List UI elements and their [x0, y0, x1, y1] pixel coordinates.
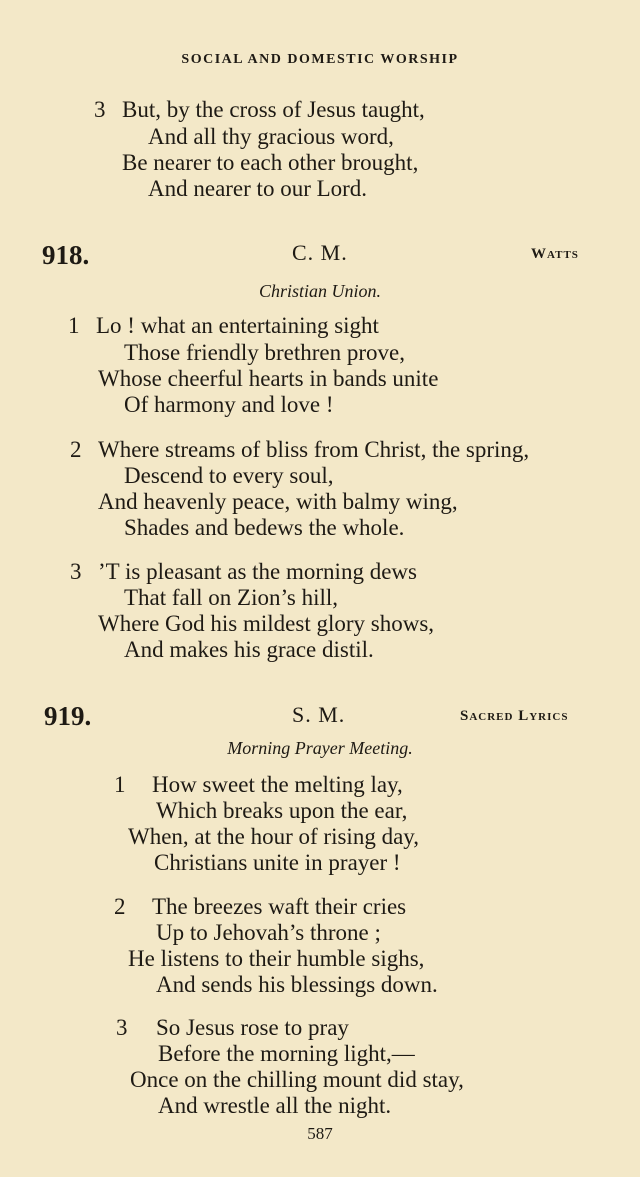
hymn-number: 919. — [44, 701, 92, 731]
stanza-line: Be nearer to each other brought, — [122, 150, 419, 175]
stanza-line: Lo ! what an entertaining sight — [96, 313, 379, 338]
stanza-line: Before the morning light,— — [158, 1041, 415, 1066]
hymn-author: Watts — [531, 246, 579, 262]
stanza-line: Shades and bedews the whole. — [124, 515, 405, 540]
stanza-line: Once on the chilling mount did stay, — [130, 1067, 464, 1092]
stanza-number: 3 — [116, 1015, 128, 1040]
stanza-line: Whose cheerful hearts in bands unite — [98, 366, 439, 391]
stanza-line: So Jesus rose to pray — [156, 1015, 349, 1040]
stanza-line: But, by the cross of Jesus taught, — [122, 97, 425, 122]
stanza-line: Where God his mildest glory shows, — [98, 611, 435, 636]
stanza-line: Of harmony and love ! — [124, 392, 334, 417]
stanza-number: 3 — [94, 97, 106, 122]
stanza-number: 1 — [68, 313, 80, 338]
hymn-number: 918. — [42, 240, 90, 270]
stanza-line: And nearer to our Lord. — [148, 176, 368, 201]
stanza-line: Christians unite in prayer ! — [154, 850, 401, 875]
stanza-line: And makes his grace distil. — [124, 637, 374, 662]
stanza-line: And heavenly peace, with balmy wing, — [98, 489, 458, 514]
hymn-author: Sacred Lyrics — [460, 708, 569, 724]
page-number: 587 — [307, 1124, 333, 1143]
stanza-line: And all thy gracious word, — [148, 124, 394, 149]
stanza-line: Those friendly brethren prove, — [124, 340, 406, 365]
hymn-meter: S. M. — [292, 702, 346, 727]
stanza-line: He listens to their humble sighs, — [128, 946, 425, 971]
stanza-line: When, at the hour of rising day, — [128, 824, 420, 849]
stanza-line: ’T is pleasant as the morning dews — [98, 559, 417, 584]
stanza-line: That fall on Zion’s hill, — [124, 585, 338, 610]
stanza-line: Descend to every soul, — [124, 463, 334, 488]
stanza-number: 3 — [70, 559, 82, 584]
stanza-line: How sweet the melting lay, — [152, 772, 403, 797]
stanza-number: 1 — [114, 772, 126, 797]
stanza-number: 2 — [70, 437, 82, 462]
stanza-line: Which breaks upon the ear, — [156, 798, 408, 823]
stanza-line: And sends his blessings down. — [156, 972, 438, 997]
stanza-number: 2 — [114, 894, 126, 919]
stanza-line: Where streams of bliss from Christ, the spring, — [98, 437, 530, 462]
stanza-line: The breezes waft their cries — [152, 894, 407, 919]
hymn-title: Morning Prayer Meeting. — [227, 738, 413, 758]
stanza-line: Up to Jehovah’s throne ; — [156, 920, 381, 945]
stanza-line: And wrestle all the night. — [158, 1093, 392, 1118]
hymn-meter: C. M. — [292, 240, 348, 265]
running-head: SOCIAL AND DOMESTIC WORSHIP — [181, 52, 459, 67]
hymn-title: Christian Union. — [258, 281, 382, 301]
